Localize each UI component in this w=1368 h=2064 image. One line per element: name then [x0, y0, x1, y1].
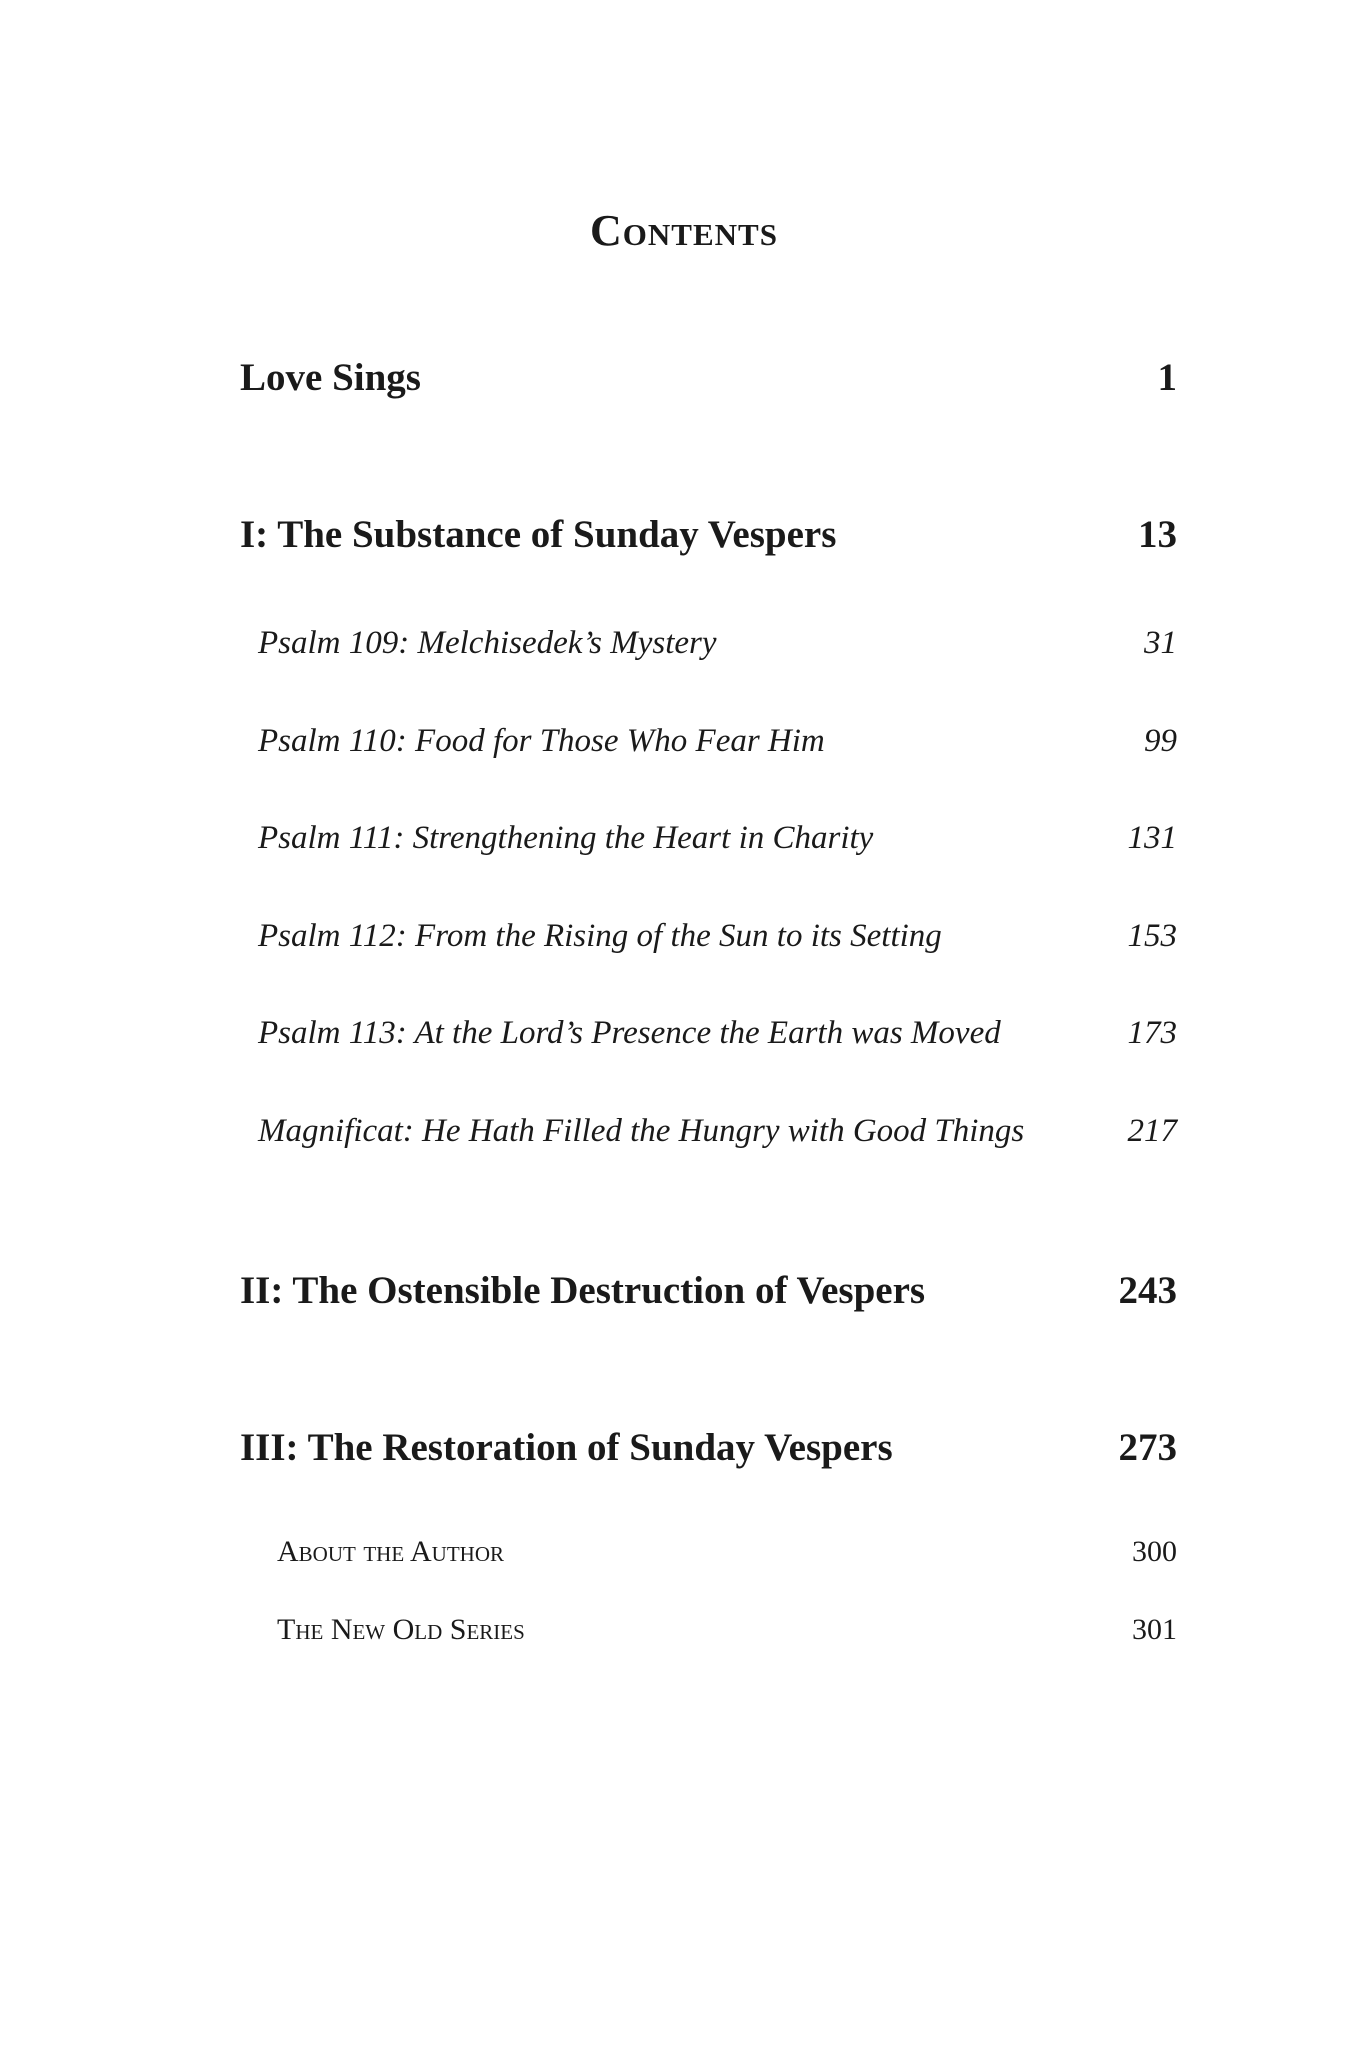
toc-entry-title: Love Sings [240, 356, 421, 399]
toc-entry-page: 273 [1118, 1426, 1177, 1469]
toc-entry-page: 301 [1132, 1613, 1177, 1646]
toc-entry-new-old-series[interactable] [277, 1613, 1177, 1647]
toc-entry-page: 173 [1127, 1015, 1177, 1051]
toc-entry-title: Psalm 109: Melchisedek’s Mystery [258, 625, 717, 661]
toc-entry-title: III: The Restoration of Sunday Vespers [240, 1426, 893, 1469]
toc-entry-title: I: The Substance of Sunday Vespers [240, 513, 837, 556]
toc-entry-psalm-112[interactable] [258, 918, 1177, 955]
page-title: Contents [590, 206, 778, 255]
toc-entry-psalm-111[interactable] [258, 820, 1177, 857]
toc-entry-page: 131 [1127, 820, 1177, 856]
toc-entry-page: 1 [1157, 356, 1177, 399]
toc-entry-page: 243 [1118, 1269, 1177, 1312]
toc-entry-psalm-113[interactable] [258, 1015, 1177, 1052]
toc-entry-part-three[interactable] [240, 1425, 1177, 1470]
toc-entry-about-author[interactable] [277, 1535, 1177, 1569]
toc-entry-title: Psalm 110: Food for Those Who Fear Him [258, 723, 825, 759]
toc-entry-love-sings[interactable] [240, 355, 1177, 400]
toc-entry-magnificat[interactable] [258, 1113, 1177, 1150]
toc-entry-page: 31 [1144, 625, 1177, 661]
toc-entry-page: 300 [1132, 1535, 1177, 1568]
toc-entry-title: The New Old Series [277, 1613, 525, 1646]
toc-entry-page: 217 [1127, 1113, 1177, 1149]
toc-entry-psalm-109[interactable] [258, 625, 1177, 662]
toc-entry-page: 13 [1138, 513, 1177, 556]
toc-entry-title: Psalm 112: From the Rising of the Sun to its Setting [258, 918, 942, 954]
toc-entry-page: 153 [1127, 918, 1177, 954]
toc-entry-title: Psalm 111: Strengthening the Heart in Charity [258, 820, 874, 856]
toc-entry-title: Psalm 113: At the Lord’s Presence the Earth was Moved [258, 1015, 1001, 1051]
toc-entry-psalm-110[interactable] [258, 723, 1177, 760]
toc-entry-title: II: The Ostensible Destruction of Vespers [240, 1269, 926, 1312]
toc-entry-part-two[interactable] [240, 1268, 1177, 1313]
toc-entry-title: Magnificat: He Hath Filled the Hungry with Good Things [258, 1113, 1025, 1149]
toc-entry-page: 99 [1144, 723, 1177, 759]
toc-entry-title: About the Author [277, 1535, 504, 1568]
toc-entry-part-one[interactable] [240, 512, 1177, 557]
